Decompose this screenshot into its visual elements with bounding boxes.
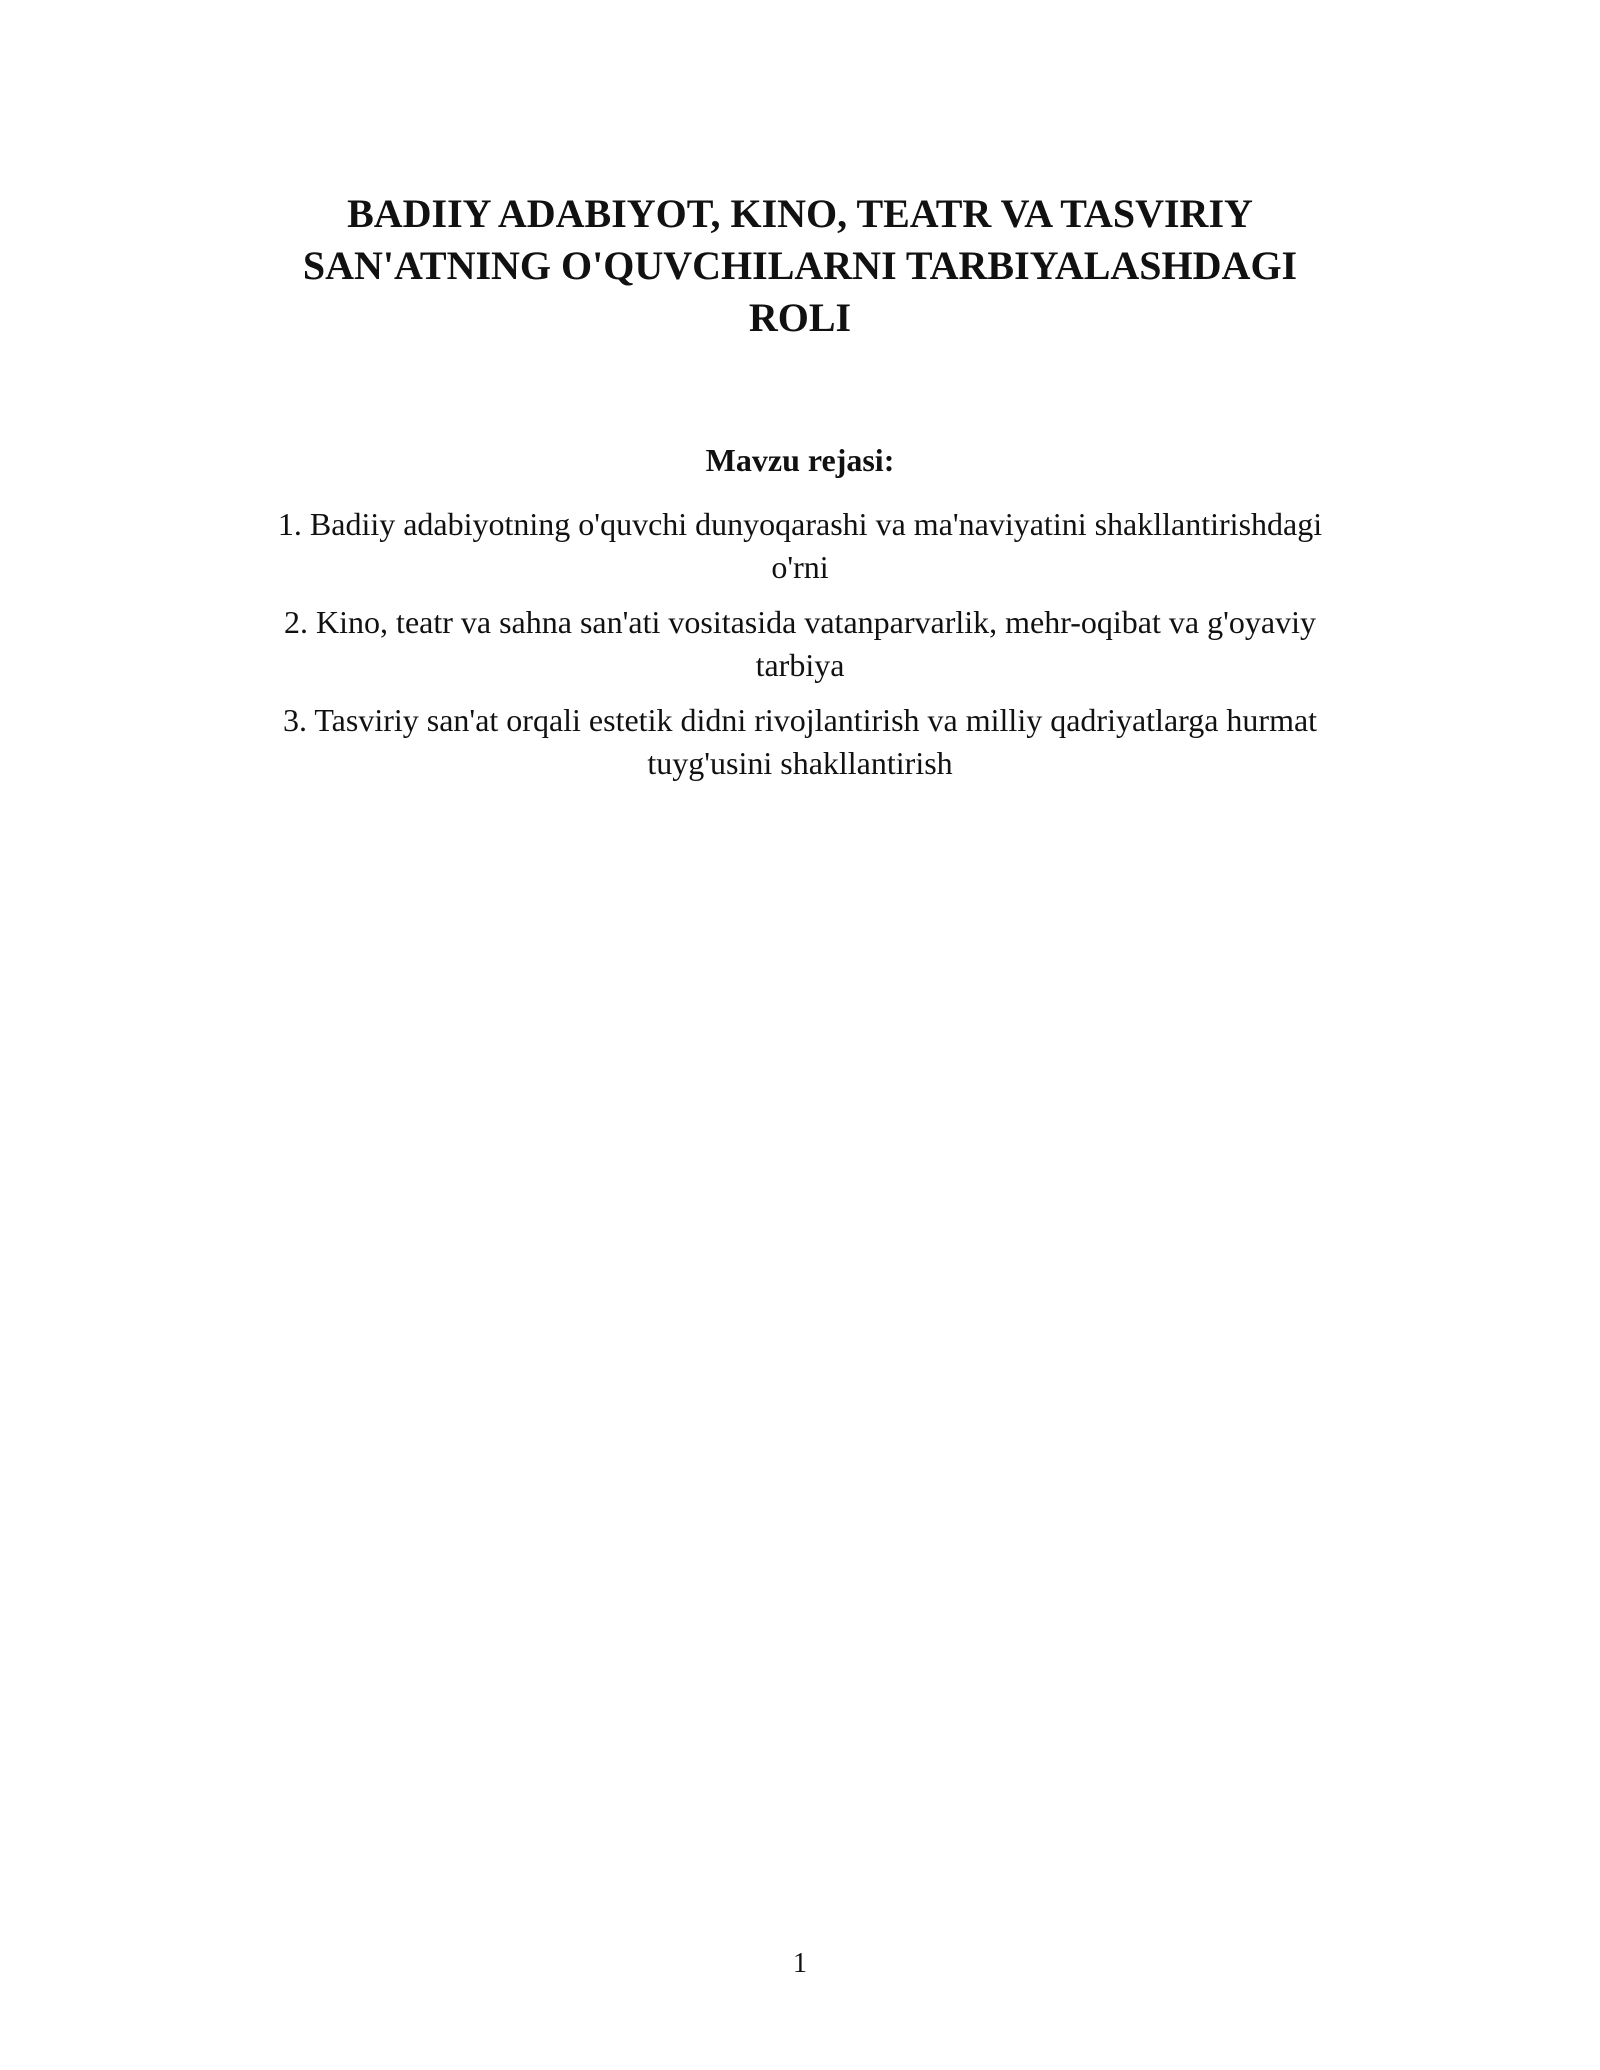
plan-heading: Mavzu rejasi: xyxy=(705,442,895,478)
plan-item-1-line-2: o'rni xyxy=(771,549,829,585)
plan-item-2 xyxy=(190,601,1410,687)
title-line-2: SAN'ATNING O'QUVCHILARNI TARBIYALASHDAGI xyxy=(302,243,1298,288)
plan-item-3-line-2: tuyg'usini shakllantirish xyxy=(647,745,953,781)
title-line-1: BADIIY ADABIYOT, KINO, TEATR VA TASVIRIY xyxy=(347,191,1253,236)
plan-item-3-line-1: 3. Tasviriy san'at orqali estetik didni rivojlantirish va milliy qadriyatlarga hurmat xyxy=(282,702,1318,738)
plan-item-1 xyxy=(190,503,1410,589)
plan-list xyxy=(190,503,1410,797)
plan-item-2-line-1: 2. Kino, teatr va sahna san'ati vositasida vatanparvarlik, mehr-oqibat va g'oyaviy xyxy=(284,604,1316,640)
title-line-3: ROLI xyxy=(748,295,852,340)
plan-item-3 xyxy=(190,699,1410,785)
plan-item-1-line-1: 1. Badiiy adabiyotning o'quvchi dunyoqarashi va ma'naviyatini shakllantirishdagi xyxy=(277,506,1323,542)
plan-item-2-line-2: tarbiya xyxy=(755,647,845,683)
document-title xyxy=(200,188,1400,344)
page-number: 1 xyxy=(793,1948,807,1979)
